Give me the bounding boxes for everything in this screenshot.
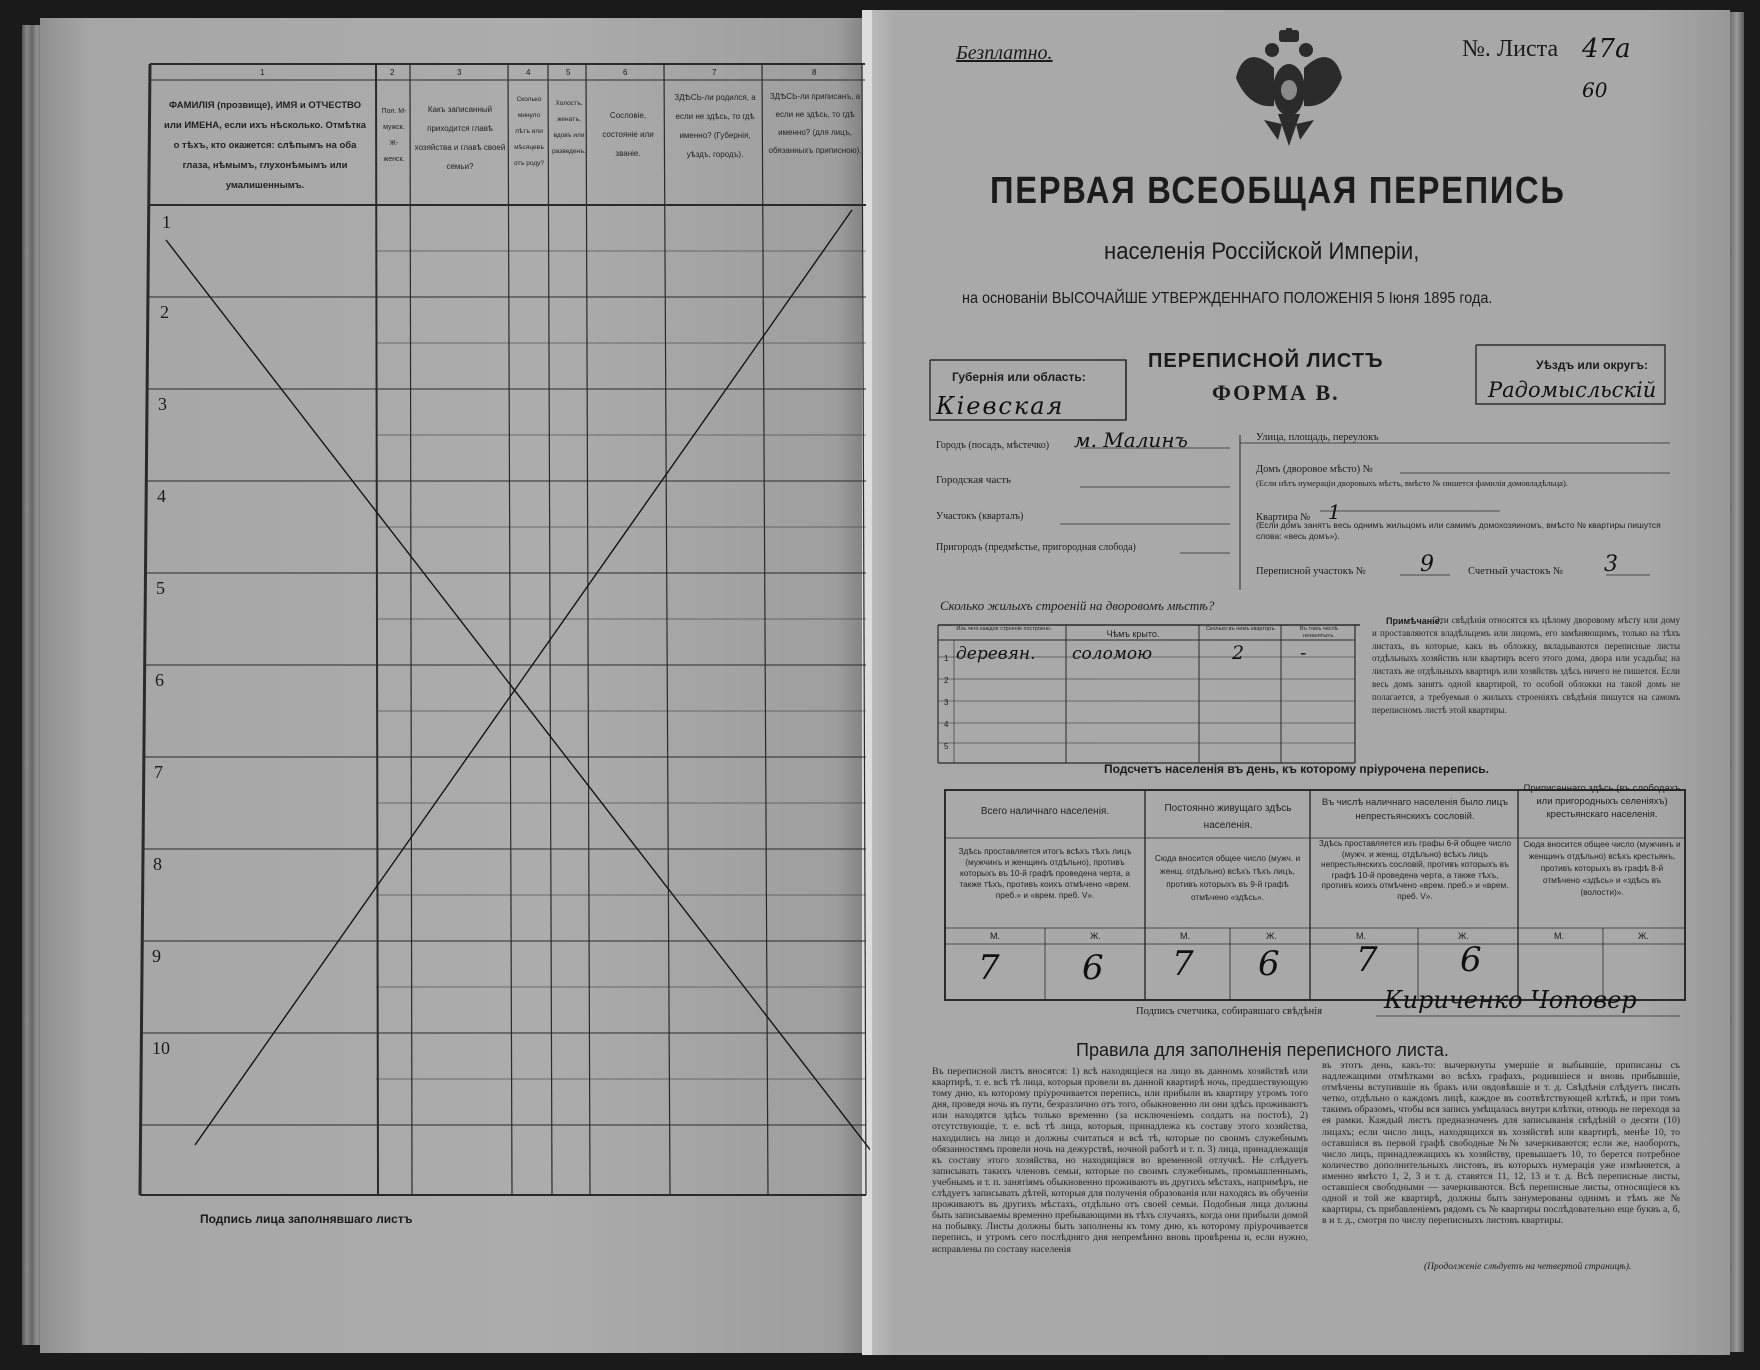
rules-right-column: въ этотъ день, какъ-то: вычеркнуты умершіе и выбывшіе, приписаны съ надлежащими отмѣтками во всѣхъ графахъ, родившіеся и вновь прибывшіе, отмѣчены вступившіе въ бракъ или овдовѣвшіе и т. д. Свѣдѣнія слѣдуетъ писать четко, отдѣльно о каждомъ лицѣ, каждое въ соотвѣтствующей клѣткѣ, и при томъ такимъ образомъ, чтобы вся запись умѣщалась внутри клѣтки, отнюдь не переходя за ея рамки. Каждый листъ предназначенъ для записыванія свѣдѣній о десяти (10) лицахъ; если число лицъ, находящихся въ хозяйствѣ или квартирѣ, менѣе 10, то оставшіяся въ первой графѣ свободные №№ зачеркиваются; если же, наоборотъ, число лицъ, принадлежащихъ къ хозяйству, превышаетъ 10, то берется потребное количество дополнительныхъ листовъ, въ которыхъ нумерація уже измѣняется, а именно вмѣсто 1, 2, 3 и т. д. ставятся 11, 12, 13 и т. д. Всѣ переписные листы, оставшіеся свободными — зачеркиваются. Всѣ переписные листы, относящіеся къ одной и той же квартирѣ, должны быть занумерованы однимъ и тѣмъ же № квартиры, съ прибавленіемъ рядомъ съ № квартиры послѣдовательно еще буквъ а, б, в и т. д., смотря по числу переписныхъ листовъ квартиры.: [1322, 1060, 1680, 1227]
count-total-m: 7: [978, 948, 1000, 988]
count-desc-nonpeasant: Здѣсь проставляется изъ графы 6-й общее число (мужч. и женщ. отдѣльно) всѣхъ лицъ непрестьянскихъ сословій, противъ которыхъ въ графѣ 10-й проведена черта, а также тѣхъ, противъ коихъ отмѣчено «врем. преб.» и «врем. преб. V».: [1318, 838, 1512, 901]
perepisnoy-uchastok-label: Переписной участокъ №: [1256, 566, 1366, 577]
buildings-row-number-4: 4: [944, 720, 949, 729]
col3-header: Какъ записанный приходится главѣ хозяйства и главѣ своей семьи?: [414, 105, 506, 171]
sheet-number-extra: 60: [1582, 78, 1608, 102]
col-number-4: 4: [526, 68, 531, 77]
col1-header: ФАМИЛІЯ (прозвище), ИМЯ и ОТЧЕСТВО или ИМЕНА, если ихъ нѣсколько. Отмѣтка о тѣхъ, кто окажется: слѣпымъ на оба глаза, нѣмымъ, глухонѣмымъ или умалишеннымъ.: [164, 100, 366, 191]
sex-f-2: Ж.: [1266, 931, 1277, 941]
ulitsa-label: Улица, площадь, переулокъ: [1256, 432, 1379, 443]
row-number-7: 7: [154, 762, 163, 782]
sex-m-4: М.: [1554, 931, 1564, 941]
count-heading: Подсчетъ населенія въ день, къ которому пріурочена перепись.: [1104, 762, 1489, 776]
sex-f-4: Ж.: [1638, 931, 1649, 941]
col-number-7: 7: [712, 68, 717, 77]
count-header-nonpeasant: Въ числѣ наличнаго населенія было лицъ непрестьянскихъ сословій.: [1321, 797, 1509, 822]
prigorod-label: Пригородъ (предмѣстье, пригородная слобода): [936, 542, 1136, 553]
col6-header: Сословіе, состояніе или званіе.: [602, 111, 654, 158]
col7-header: ЗДѢСЬ-ли родился, а если не здѣсь, то гдѣ именно? (Губернія, уѣздъ, городъ).: [674, 93, 756, 159]
row-number-9: 9: [152, 946, 161, 966]
sheet-number-value: 47а: [1582, 34, 1631, 64]
gorodskaya-chast-label: Городская часть: [936, 474, 1012, 486]
form-title-2: ФОРМА В.: [1212, 380, 1340, 405]
row-number-2: 2: [160, 302, 169, 322]
count-header-peasant: Приписаннаго здѣсь (въ слободахъ или пригородныхъ селеніяхъ) крестьянскаго населенія.: [1523, 783, 1681, 820]
kvartira-value: 1: [1328, 500, 1341, 524]
buildings-row1-vacant: -: [1300, 642, 1307, 664]
col-number-3: 3: [457, 68, 462, 77]
buildings-row-number-3: 3: [944, 698, 949, 707]
gorod-value: м. Малинъ: [1074, 428, 1188, 452]
form-title-1: ПЕРЕПИСНОЙ ЛИСТЪ: [1148, 350, 1384, 372]
uchastok-label: Участокъ (кварталъ): [936, 511, 1024, 522]
free-label: Безплатно.: [956, 42, 1053, 64]
col8-header: ЗДѢСЬ-ли приписанъ, а если не здѣсь, то гдѣ именно? (для лицъ, обязанныхъ приписною).: [768, 92, 862, 155]
uezd-label: Уѣздъ или округъ:: [1536, 358, 1649, 372]
col-number-2: 2: [390, 68, 395, 77]
dom-note: (Если нѣтъ нумераціи дворовыхъ мѣстъ, вмѣсто № пишется фамилія домовладѣльца).: [1256, 478, 1568, 488]
note-text: Эти свѣдѣнія относятся къ цѣлому дворовому мѣсту или дому и проставляются владѣльцемъ или лицомъ, его замѣняющимъ, только на тѣхъ листахъ, въ которые, какъ въ обложку, вкладываются переписные листы отдѣльныхъ хозяйствъ или квартиръ всего этого дома, двора или усадьбы; на листахъ же отдѣльныхъ квартиръ или хозяйствъ здѣсь ничего не пишется. Если весь домъ занятъ одной квартирой, то особой обложки на такой домъ не полагается, а требуемыя о жилыхъ строеніяхъ свѣдѣнія пишутся на самомъ переписномъ листѣ этой квартиры.: [1372, 615, 1680, 715]
buildings-heading: Сколько жилыхъ строеній на дворовомъ мѣстѣ?: [940, 598, 1215, 613]
row-number-10: 10: [152, 1038, 170, 1058]
count-permanent-f: 6: [1258, 944, 1280, 984]
counter-signature-label: Подпись счетчика, собиравшаго свѣдѣнія: [1136, 1006, 1323, 1017]
left-signature-label: Подпись лица заполнявшаго листъ: [200, 1212, 413, 1226]
col-number-8: 8: [812, 68, 817, 77]
row-number-5: 5: [156, 578, 165, 598]
rules-continued: (Продолженіе слѣдуетъ на четвертой страницѣ).: [1424, 1262, 1632, 1272]
main-subtitle: населенія Россійской Имперіи,: [1104, 238, 1420, 265]
sex-m-2: М.: [1180, 931, 1190, 941]
buildings-header-apartments: Сколько въ немъ квартиръ.: [1206, 626, 1276, 632]
sex-m-1: М.: [990, 931, 1000, 941]
count-total-f: 6: [1082, 948, 1104, 988]
buildings-row1-apartments: 2: [1232, 642, 1245, 664]
sex-f-1: Ж.: [1090, 931, 1101, 941]
count-desc-total: Здѣсь проставляется итогъ всѣхъ тѣхъ лицъ (мужчинъ и женщинъ отдѣльно), противъ которыхъ въ 10-й графѣ проведена черта, а также тѣхъ, противъ коихъ отмѣчено «врем. преб.» и «врем. преб. V».: [958, 846, 1132, 900]
gorod-label: Городъ (посадъ, мѣстечко): [936, 440, 1050, 451]
buildings-header-vacant: Въ томъ числѣ незанятыхъ.: [1299, 626, 1339, 639]
buildings-row-number-5: 5: [944, 742, 949, 751]
counter-signature-value: Кириченко Чоповер: [1384, 986, 1637, 1014]
count-desc-peasant: Сюда вносится общее число (мужчинъ и женщинъ отдѣльно) всѣхъ крестьянъ, противъ которыхъ въ графѣ 8-й отмѣчено «здѣсь» и «здѣсь въ (волости)».: [1523, 839, 1681, 897]
rules-left-column: Въ переписной листъ вносятся: 1) всѣ находящіеся на лицо въ данномъ хозяйствѣ или квартирѣ, т. е. всѣ тѣ лица, которыя провели въ данной квартирѣ ночь, предшествующую тому дню, къ которому пріурочивается перепись, или прибыли въ квартиру утромъ того дня, проведя ночь въ пути, безразлично отъ того, обыкновенно ли они здѣсь проживаютъ или находятся здѣсь только временно (за исключеніемъ солдатъ на постоѣ), 2) отсутствующіе, т. е. всѣ тѣ лица, которыя, принадлежа къ составу этого хозяйства, находились на лицо и должны считаться и всѣ тѣ, которые по своимъ служебнымъ обязанностямъ провели ночь на дежурствѣ, ночной работѣ и т. п. 3) лица, принадлежащія къ составу этого хозяйства, но находящіяся во временной отлучкѣ. Не слѣдуетъ записывать такихъ членовъ семьи, которые по своимъ служебнымъ, промышленнымъ, учебнымъ и т. п. занятіямъ обыкновенно проживаютъ въ другихъ мѣстахъ, напримѣръ, не слѣдуетъ записывать дѣтей, которыя для полученія образованія или находясь въ обученіи проживаютъ въ другихъ мѣстахъ, отдѣльно отъ своей семьи. Подобныя лица должны быть записываемы временно пребывающими въ тѣхъ случаяхъ, когда они прибыли домой на побывку. Листы должны быть заполнены къ тому дню, къ которому пріурочивается перепись, и утромъ сего послѣдняго дня непремѣнно вновь провѣрены и, если нужно, исправлены по составу населенія: [932, 1066, 1308, 1255]
row-number-6: 6: [155, 670, 164, 690]
kvartira-note: (Если домъ занятъ весь однимъ жильцомъ или самимъ домохозяиномъ, вмѣсто № квартиры пишутся слова: «весь домъ»).: [1256, 520, 1661, 541]
col5-header: Холостъ, женатъ, вдовъ или разведенъ.: [552, 100, 586, 155]
schetny-uchastok-value: 3: [1604, 552, 1618, 577]
dom-label: Домъ (дворовое мѣсто) №: [1256, 464, 1373, 475]
col2-header: Пол. М-мужск. Ж-женск.: [381, 108, 407, 163]
count-header-total: Всего наличнаго населенія.: [980, 806, 1110, 817]
col-number-6: 6: [623, 68, 628, 77]
perepisnoy-uchastok-value: 9: [1420, 552, 1434, 577]
buildings-row1-roof: соломою: [1072, 644, 1153, 664]
gubernia-value: Кіевская: [936, 392, 1065, 420]
col-number-5: 5: [566, 68, 571, 77]
buildings-row-number-2: 2: [944, 676, 949, 685]
uezd-value: Радомысльскій: [1488, 378, 1657, 402]
count-nonpeasant-f: 6: [1460, 940, 1482, 980]
row-number-4: 4: [157, 486, 166, 506]
row-number-1: 1: [162, 212, 171, 232]
schetny-uchastok-label: Счетный участокъ №: [1468, 566, 1564, 577]
buildings-row-number-1: 1: [944, 654, 949, 663]
buildings-header-material: Изъ чего каждое строеніе построено.: [956, 626, 1052, 632]
kvartira-label: Квартира №: [1256, 512, 1311, 523]
row-number-8: 8: [153, 854, 162, 874]
count-header-permanent: Постоянно живущаго здѣсь населенія.: [1164, 803, 1292, 831]
sex-m-3: М.: [1356, 931, 1366, 941]
col-number-1: 1: [260, 68, 265, 77]
rules-title: Правила для заполненія переписного листа.: [1076, 1040, 1449, 1060]
buildings-row1-material: деревян.: [956, 644, 1036, 664]
note-label: Примѣчаніе.: [1386, 616, 1443, 626]
main-title: ПЕРВАЯ ВСЕОБЩАЯ ПЕРЕПИСЬ: [990, 170, 1566, 212]
count-nonpeasant-m: 7: [1356, 940, 1378, 980]
row-number-3: 3: [158, 394, 167, 414]
sheet-number-label: №. Листа: [1462, 36, 1559, 62]
decree-line: на основаніи ВЫСОЧАЙШЕ УТВЕРЖДЕННАГО ПОЛОЖЕНІЯ 5 Іюня 1895 года.: [962, 290, 1493, 307]
gubernia-label: Губернія или область:: [952, 370, 1086, 384]
count-permanent-m: 7: [1172, 944, 1194, 984]
count-desc-permanent: Сюда вносится общее число (мужч. и женщ. отдѣльно) всѣхъ тѣхъ лицъ, противъ которыхъ въ 9-й графѣ отмѣчено «здѣсь».: [1154, 853, 1301, 902]
sex-f-3: Ж.: [1458, 931, 1469, 941]
buildings-header-roof: Чѣмъ крыто.: [1106, 629, 1160, 639]
col4-header: Сколько минуло лѣтъ или мѣсяцевъ отъ роду?: [513, 96, 545, 167]
